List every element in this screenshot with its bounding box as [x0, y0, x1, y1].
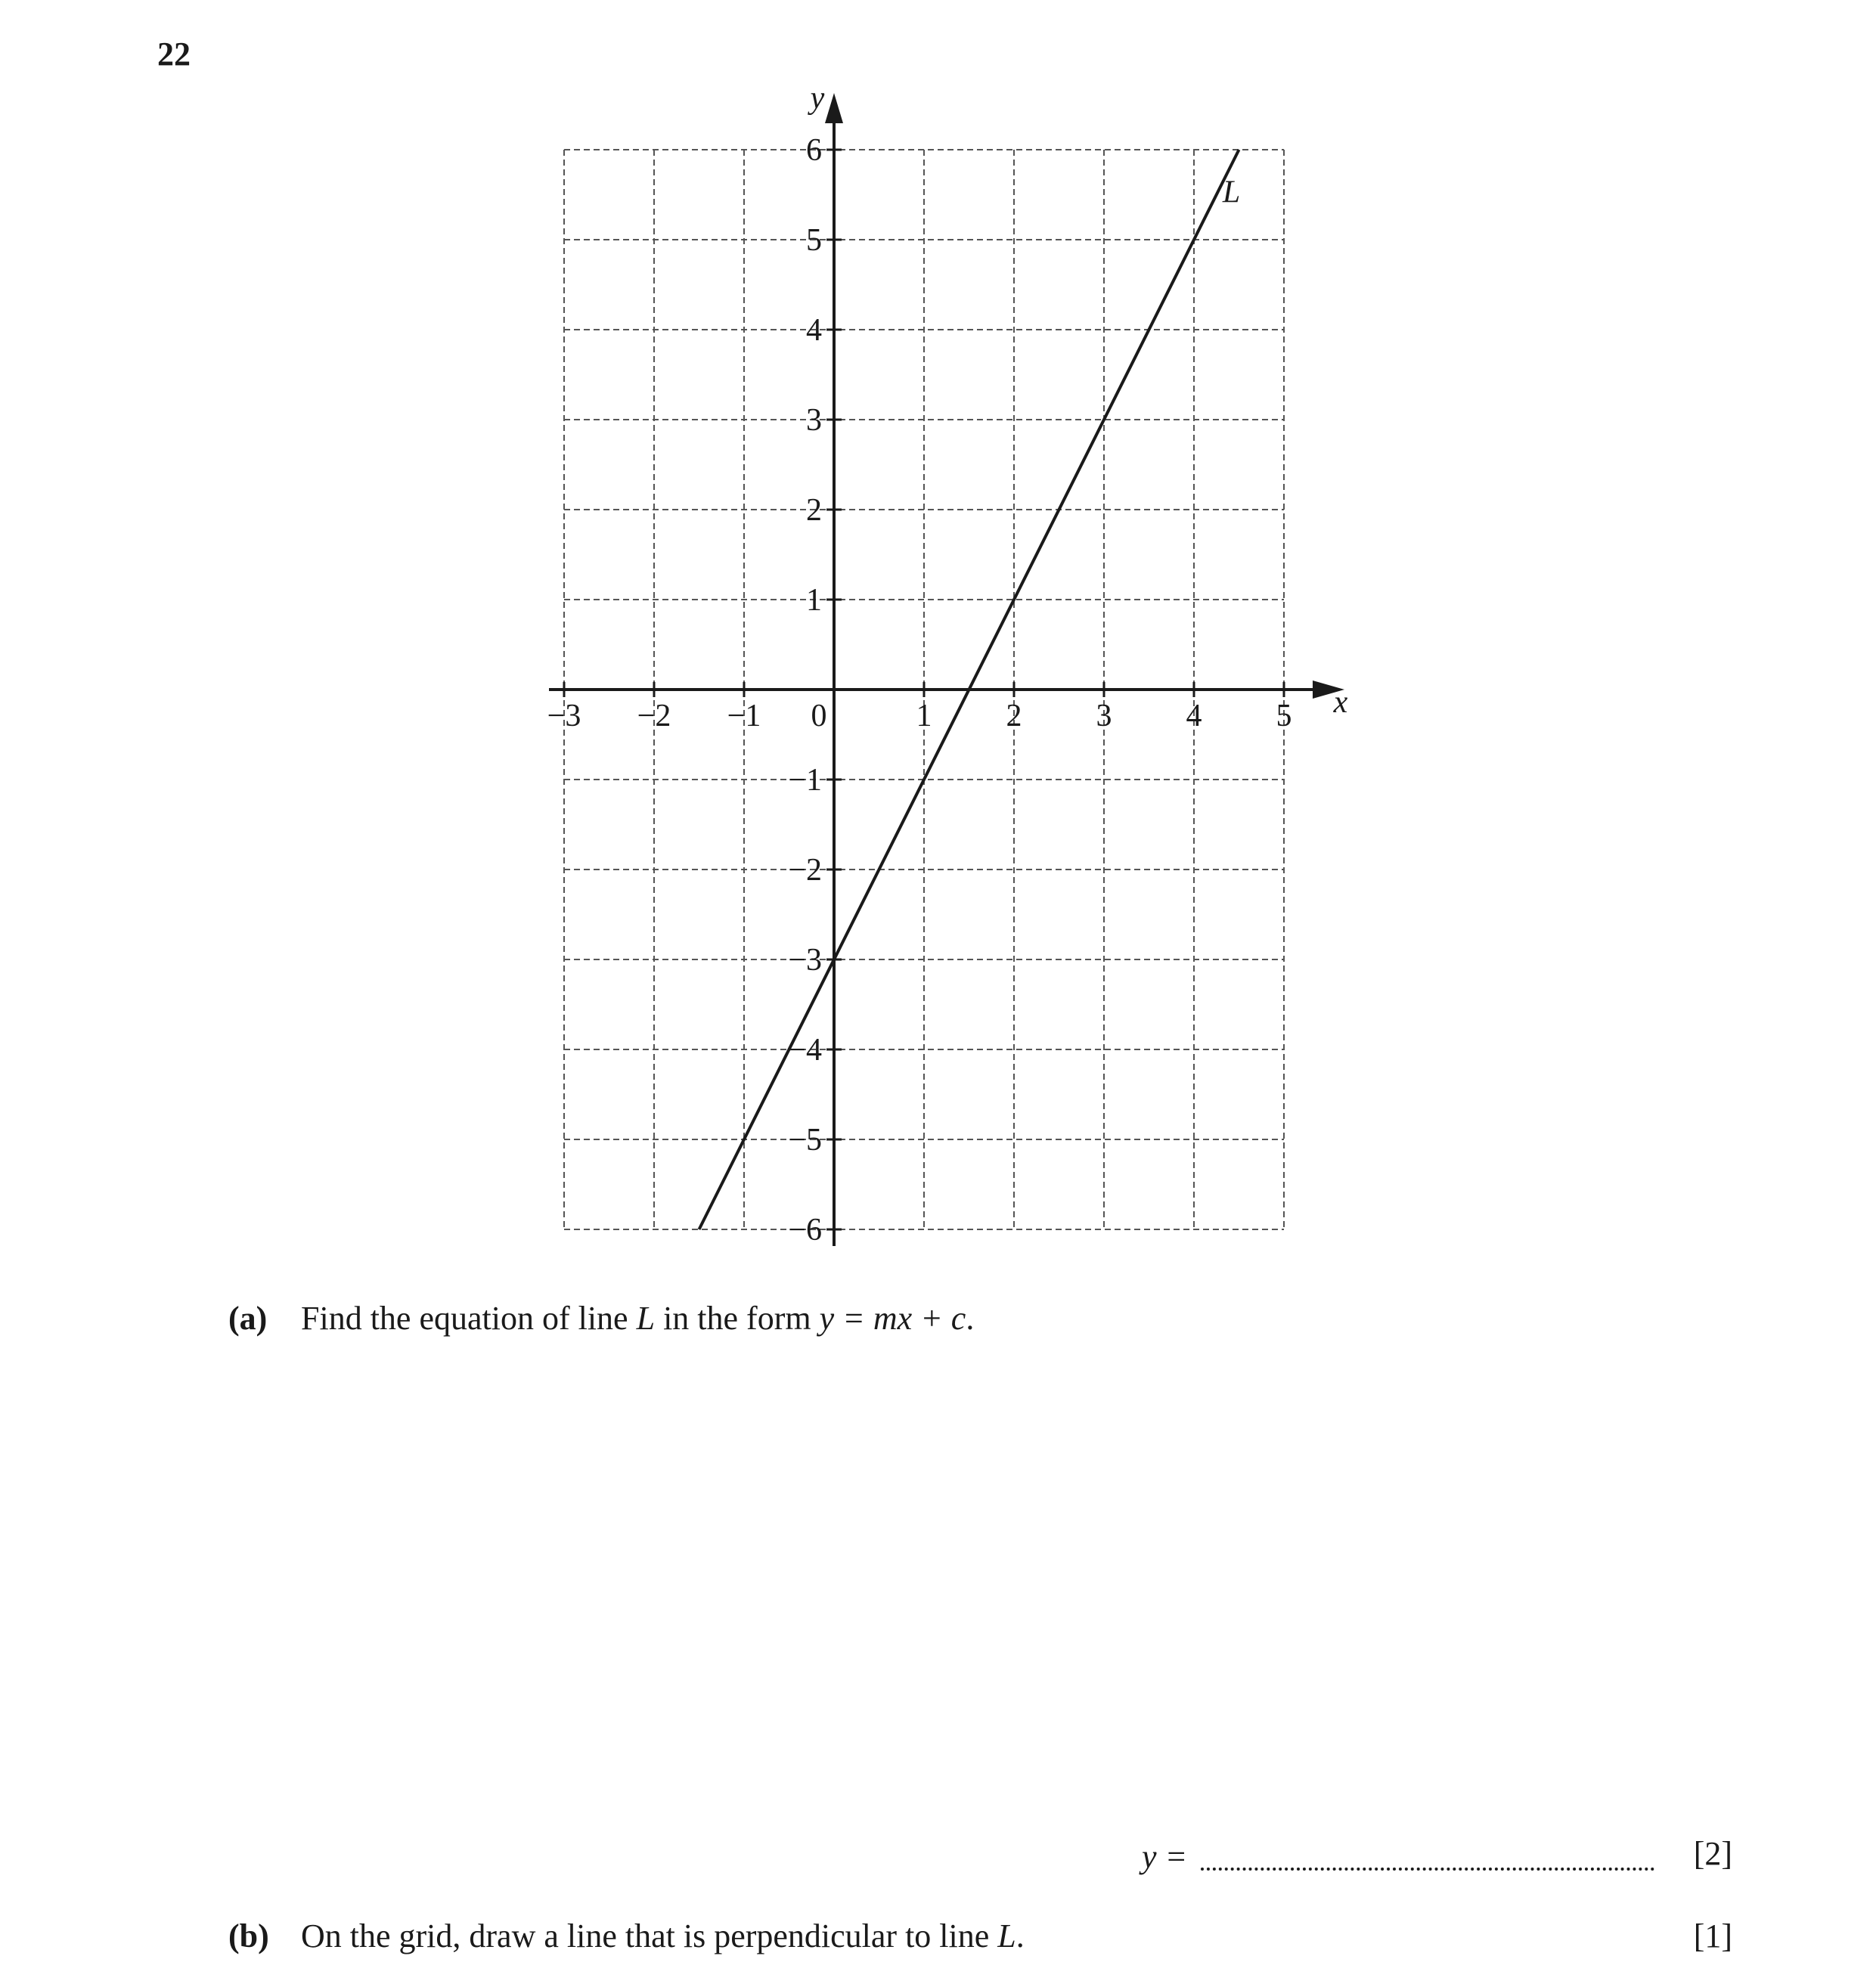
part-a — [228, 1299, 974, 1338]
y-tick-label: 6 — [806, 133, 822, 168]
x-tick-label: 1 — [916, 699, 932, 733]
y-axis-arrowhead — [825, 93, 843, 123]
y-tick-label: 2 — [806, 493, 822, 528]
answer-prefix: y = — [1142, 1838, 1188, 1875]
x-tick-label: −3 — [547, 699, 581, 733]
tick-labels — [547, 81, 1348, 1248]
answer-line-a[interactable] — [1142, 1837, 1654, 1876]
y-tick-label: −2 — [788, 853, 822, 888]
x-tick-label: 4 — [1186, 699, 1202, 733]
y-tick-label: 4 — [806, 313, 822, 348]
part-a-text-1: Find the equation of line — [301, 1300, 637, 1337]
y-tick-label: −5 — [788, 1123, 822, 1158]
part-b-line-name: L — [997, 1917, 1016, 1954]
part-b-label: (b) — [228, 1917, 269, 1954]
part-a-text-end: . — [966, 1300, 975, 1337]
part-b-text-end: . — [1016, 1917, 1025, 1954]
marks-a: [2] — [1693, 1835, 1732, 1872]
x-tick-label: −1 — [727, 699, 761, 733]
part-a-label: (a) — [228, 1300, 268, 1337]
y-tick-label: 1 — [806, 583, 822, 618]
y-tick-label: 5 — [806, 223, 822, 258]
x-tick-label: −2 — [637, 699, 671, 733]
x-tick-label: 3 — [1096, 699, 1112, 733]
y-axis-label: y — [810, 81, 825, 116]
y-tick-label: −3 — [788, 943, 822, 978]
part-a-text-2: in the form — [655, 1300, 820, 1337]
x-axis-label: x — [1333, 685, 1348, 720]
x-tick-label: 2 — [1006, 699, 1022, 733]
part-b — [228, 1917, 1025, 1955]
axes — [549, 93, 1344, 1246]
part-a-line-name: L — [636, 1300, 656, 1337]
x-tick-label: 5 — [1276, 699, 1292, 733]
y-tick-label: −4 — [788, 1033, 822, 1068]
y-tick-label: −6 — [788, 1213, 822, 1248]
y-tick-label: 3 — [806, 403, 822, 438]
part-b-text-1: On the grid, draw a line that is perpendicular to line — [301, 1917, 998, 1954]
marks-b: [1] — [1693, 1917, 1732, 1954]
part-a-equation-form: y = mx + c — [819, 1300, 966, 1337]
question-number: 22 — [157, 36, 191, 73]
y-tick-label: −1 — [788, 763, 822, 798]
answer-dotted-line[interactable] — [1201, 1868, 1654, 1871]
x-tick-label: 0 — [811, 699, 827, 733]
line-l-label: L — [1222, 175, 1241, 210]
